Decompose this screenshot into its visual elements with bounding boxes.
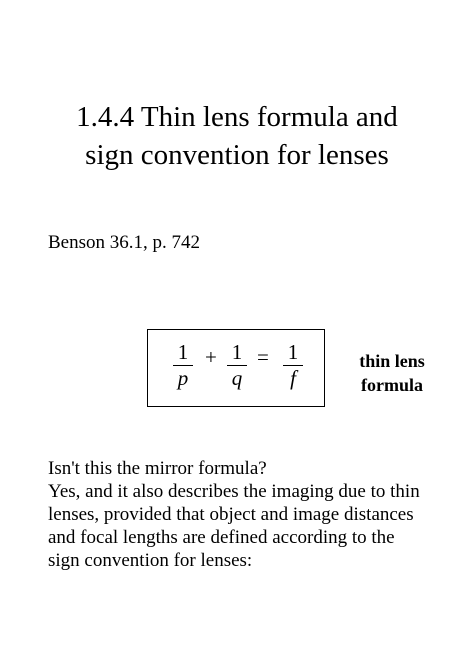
body-line-3: lenses, provided that object and image distances [48,504,414,525]
plus-sign: + [205,345,217,369]
page-title [0,98,474,174]
fraction-numerator: 1 [231,340,243,364]
body-line-5: sign convention for lenses: [48,550,253,571]
formula-label [342,349,442,397]
equals-sign: = [257,345,269,369]
fraction-denominator: q [231,366,243,390]
fraction-numerator: 1 [177,340,189,364]
body-line-2: Yes, and it also describes the imaging due to thin [48,481,420,502]
body-paragraph [48,457,468,572]
body-line-1: Isn't this the mirror formula? [48,458,267,479]
fraction-numerator: 1 [287,340,299,364]
body-line-4: and focal lengths are defined according to the [48,527,395,548]
thin-lens-formula-box [147,329,325,407]
formula-label-line-2: formula [361,375,423,395]
formula-label-line-1: thin lens [359,351,425,371]
fraction-denominator: f [290,366,296,390]
title-line-2: sign convention for lenses [85,139,389,171]
reference-citation: Benson 36.1, p. 742 [48,232,200,253]
fraction-denominator: p [177,366,189,390]
title-line-1: 1.4.4 Thin lens formula and [76,101,398,133]
